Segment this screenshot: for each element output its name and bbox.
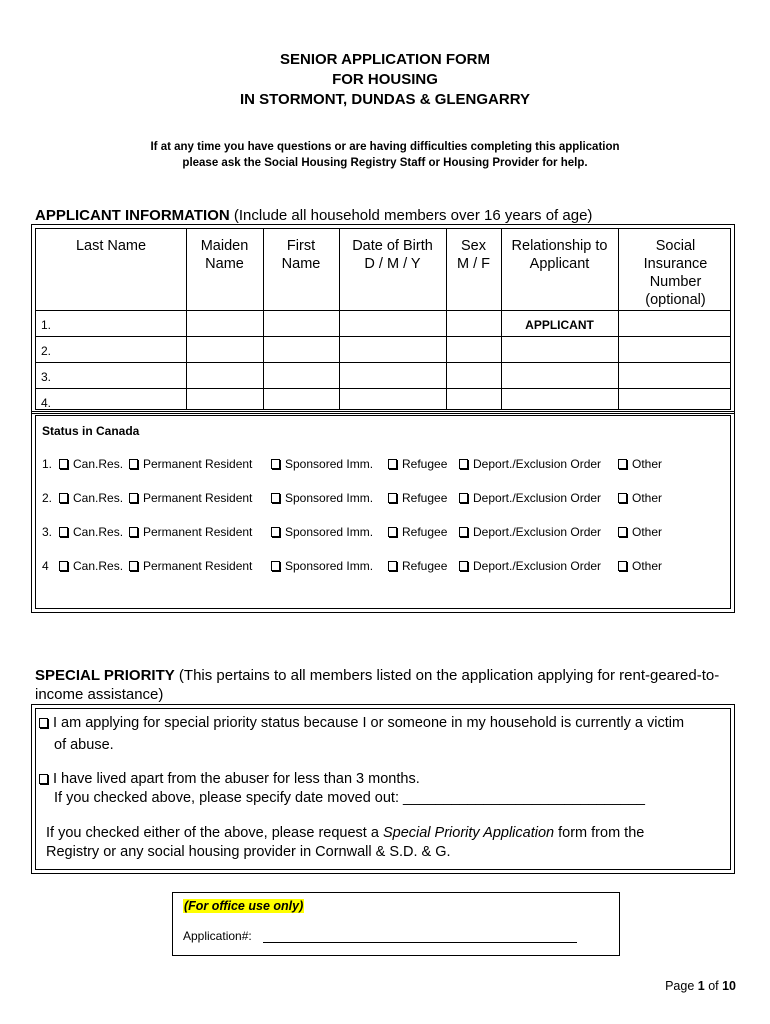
checkbox-permanent-resident[interactable]: Permanent Resident — [129, 559, 252, 573]
col-date-of-birth: Date of Birth D / M / Y — [352, 238, 433, 272]
special-priority-box — [31, 704, 735, 874]
checkbox-can-res[interactable]: Can.Res. — [59, 525, 123, 539]
special-priority-note-l1: (This pertains to all members listed on the application applying for rent-geared-to- — [178, 667, 720, 684]
applicant-table — [31, 224, 735, 414]
office-use-box — [172, 892, 620, 956]
checkbox-deport-exclusion[interactable]: Deport./Exclusion Order — [459, 491, 601, 505]
checkbox-sponsored-imm[interactable]: Sponsored Imm. — [271, 525, 373, 539]
form-title-line2: FOR HOUSING — [332, 71, 438, 88]
applicant-info-heading — [35, 206, 592, 225]
checkbox-can-res[interactable]: Can.Res. — [59, 457, 123, 471]
checkbox-other[interactable]: Other — [618, 491, 662, 505]
lived-apart-option[interactable]: I have lived apart from the abuser for less than 3 months. — [39, 770, 420, 789]
checkbox-can-res[interactable]: Can.Res. — [59, 491, 123, 505]
row-number-4: 4. — [41, 396, 52, 410]
special-priority-instructions-cont: Registry or any social housing provider in Cornwall & S.D. & G. — [46, 844, 451, 860]
row-number-2: 2. — [41, 344, 52, 358]
special-priority-heading — [35, 666, 719, 685]
date-moved-out-field[interactable]: If you checked above, please specify date moved out: ______________________________ — [54, 790, 645, 806]
checkbox-sponsored-imm[interactable]: Sponsored Imm. — [271, 491, 373, 505]
page-number: Page 1 of 10 — [665, 979, 736, 993]
checkbox-other[interactable]: Other — [618, 559, 662, 573]
status-title: Status in Canada — [42, 424, 140, 438]
application-number-label: Application#: — [183, 929, 252, 943]
checkbox-deport-exclusion[interactable]: Deport./Exclusion Order — [459, 525, 601, 539]
checkbox-deport-exclusion[interactable]: Deport./Exclusion Order — [459, 457, 601, 471]
checkbox-deport-exclusion[interactable]: Deport./Exclusion Order — [459, 559, 601, 573]
checkbox-permanent-resident[interactable]: Permanent Resident — [129, 525, 252, 539]
form-title-line1: SENIOR APPLICATION FORM — [280, 51, 490, 68]
special-priority-instructions: If you checked either of the above, please request a Special Priority Application form from the — [46, 825, 645, 841]
checkbox-permanent-resident[interactable]: Permanent Resident — [129, 491, 252, 505]
checkbox-permanent-resident[interactable]: Permanent Resident — [129, 457, 252, 471]
abuse-victim-option[interactable]: I am applying for special priority status because I or someone in my household is currently a victim — [39, 714, 684, 733]
checkbox-sponsored-imm[interactable]: Sponsored Imm. — [271, 457, 373, 471]
application-number-field[interactable] — [263, 942, 577, 943]
checkbox-refugee[interactable]: Refugee — [388, 491, 447, 505]
checkbox-refugee[interactable]: Refugee — [388, 559, 447, 573]
col-sex: Sex M / F — [456, 238, 491, 272]
col-last-name: Last Name — [75, 238, 147, 254]
applicant-table-inner — [35, 228, 731, 410]
checkbox-sponsored-imm[interactable]: Sponsored Imm. — [271, 559, 373, 573]
col-maiden-name: Maiden Name — [200, 238, 249, 272]
row1-relationship-value: APPLICANT — [525, 318, 594, 332]
applicant-info-note: (Include all household members over 16 years of age) — [233, 207, 593, 224]
col-sin: Social Insurance Number (optional) — [643, 238, 708, 308]
checkbox-other[interactable]: Other — [618, 525, 662, 539]
intro-line2: please ask the Social Housing Registry Staff or Housing Provider for help. — [182, 157, 588, 169]
row-number-1: 1. — [41, 318, 52, 332]
special-priority-note-l2: income assistance) — [35, 686, 164, 703]
applicant-info-title: APPLICANT INFORMATION — [35, 207, 230, 224]
row-number-3: 3. — [41, 370, 52, 384]
checkbox-refugee[interactable]: Refugee — [388, 457, 447, 471]
col-relationship: Relationship to Applicant — [511, 238, 608, 272]
abuse-victim-option-cont: of abuse. — [54, 737, 114, 753]
intro-line1: If at any time you have questions or are having difficulties completing this application — [150, 141, 620, 153]
checkbox-can-res[interactable]: Can.Res. — [59, 559, 123, 573]
special-priority-title: SPECIAL PRIORITY — [35, 667, 175, 684]
status-in-canada-box: Status in Canada 1. Can.Res. Permanent Resident Sponsored Imm. Refugee Deport./Exclusion Order Other 2. Can.Res. Permanent Resident Sponsored Imm. Refugee Deport./Exclusion Order Other 3. Can.Res. Permanent Resident Sponsored Imm. Refugee Deport./Exclusion Order Other 4 Can.Res. Permanent Resident Sponsored Imm. Refugee Deport./Exclusion Order Other — [31, 411, 735, 613]
col-first-name: First Name — [281, 238, 321, 272]
checkbox-refugee[interactable]: Refugee — [388, 525, 447, 539]
office-use-label: (For office use only) — [184, 899, 304, 913]
form-title-line3: IN STORMONT, DUNDAS & GLENGARRY — [239, 91, 530, 108]
checkbox-other[interactable]: Other — [618, 457, 662, 471]
